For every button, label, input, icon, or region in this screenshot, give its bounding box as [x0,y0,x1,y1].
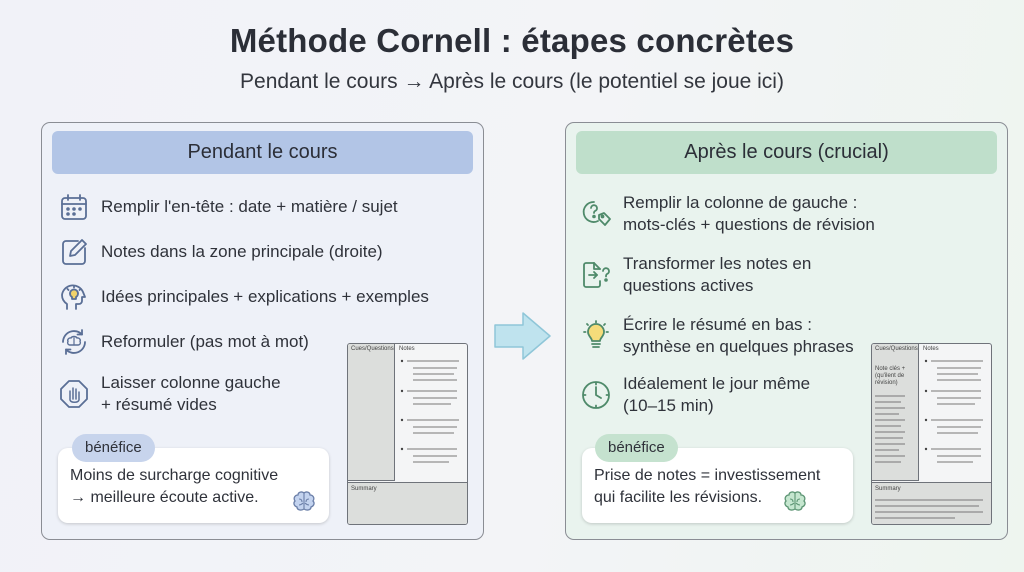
benefit-left-line-2: → meilleure écoute active. [70,489,259,506]
panel-pendant-le-cours [41,122,484,540]
cornell-cues-label: Cues/Questions [351,346,394,352]
lightbulb-icon [580,320,612,352]
right-item-4 [580,373,900,417]
cornell-summary-area [872,482,991,524]
left-item-4 [58,331,358,353]
left-item-2 [58,241,383,263]
page-title: Méthode Cornell : étapes concrètes [229,22,795,59]
cornell-cues-column [872,344,919,481]
cornell-notes-label: Notes [923,346,939,352]
calendar-icon [58,191,90,223]
cornell-summary-label: Summary [875,486,901,492]
left-item-5 [58,372,348,416]
brain-icon [291,490,317,514]
left-item-3-text: Idées principales + explications + exemples [101,287,429,306]
left-item-2-text: Notes dans la zone principale (droite) [101,242,383,261]
right-item-1-line-2: mots-clés + questions de révision [623,215,875,234]
cornell-summary-area [348,482,467,524]
brain-icon [782,490,808,514]
right-item-4-line-2: (10–15 min) [623,396,714,415]
left-item-3 [58,286,429,308]
clock-icon [580,379,612,411]
right-item-1 [580,192,900,236]
right-item-3 [580,314,900,358]
cornell-cues-note-2: (qu'ilent de [875,373,905,379]
arrow-right-icon [493,310,553,362]
cornell-template-left [347,343,468,525]
right-item-1-line-1: Remplir la colonne de gauche : [623,193,858,212]
head-lightbulb-icon [58,281,90,313]
cornell-summary-label: Summary [351,486,377,492]
panel-header-apres: Après le cours (crucial) [576,131,997,174]
cornell-notes-label: Notes [399,346,415,352]
right-item-2-line-1: Transformer les notes en [623,254,812,273]
cornell-cues-lines [875,392,915,472]
left-item-1-text: Remplir l'en-tête : date + matière / sujet [101,197,398,216]
benefit-left-line-1: Moins de surcharge cognitive [70,467,279,484]
cornell-cues-label: Cues/Questions [875,346,918,352]
right-item-4-line-1: Idéalement le jour même [623,374,811,393]
right-item-3-line-2: synthèse en quelques phrases [623,337,854,356]
pencil-note-icon [58,236,90,268]
cornell-template-right [871,343,992,525]
cornell-note-lines [399,356,465,474]
stop-hand-icon [58,378,90,410]
benefit-right-line-1: Prise de notes = investissement [594,467,821,484]
right-item-3-line-1: Écrire le résumé en bas : [623,315,812,334]
panel-apres-le-cours [565,122,1008,540]
benefit-badge-right: bénéfice [595,434,678,462]
cornell-cues-column [348,344,395,481]
panel-header-pendant: Pendant le cours [52,131,473,174]
left-item-5-line-2: + résumé vides [101,395,217,414]
benefit-badge-left: bénéfice [72,434,155,462]
document-question-icon [580,259,612,291]
right-item-2-line-2: questions actives [623,276,754,295]
rephrase-brain-icon [58,326,90,358]
right-item-2 [580,253,900,297]
page-subtitle: Pendant le cours → Après le cours (le potentiel se joue ici) [240,70,784,93]
benefit-right-line-2: qui facilite les révisions. [594,489,763,506]
cornell-cues-note-1: Note clés + [875,366,906,372]
left-item-5-line-1: Laisser colonne gauche [101,373,281,392]
left-item-1 [58,196,398,218]
cornell-summary-lines [875,497,987,521]
cornell-cues-note-3: révision) [875,380,898,386]
question-tag-icon [580,198,612,230]
left-item-4-text: Reformuler (pas mot à mot) [101,332,309,351]
cornell-note-lines [923,356,989,474]
